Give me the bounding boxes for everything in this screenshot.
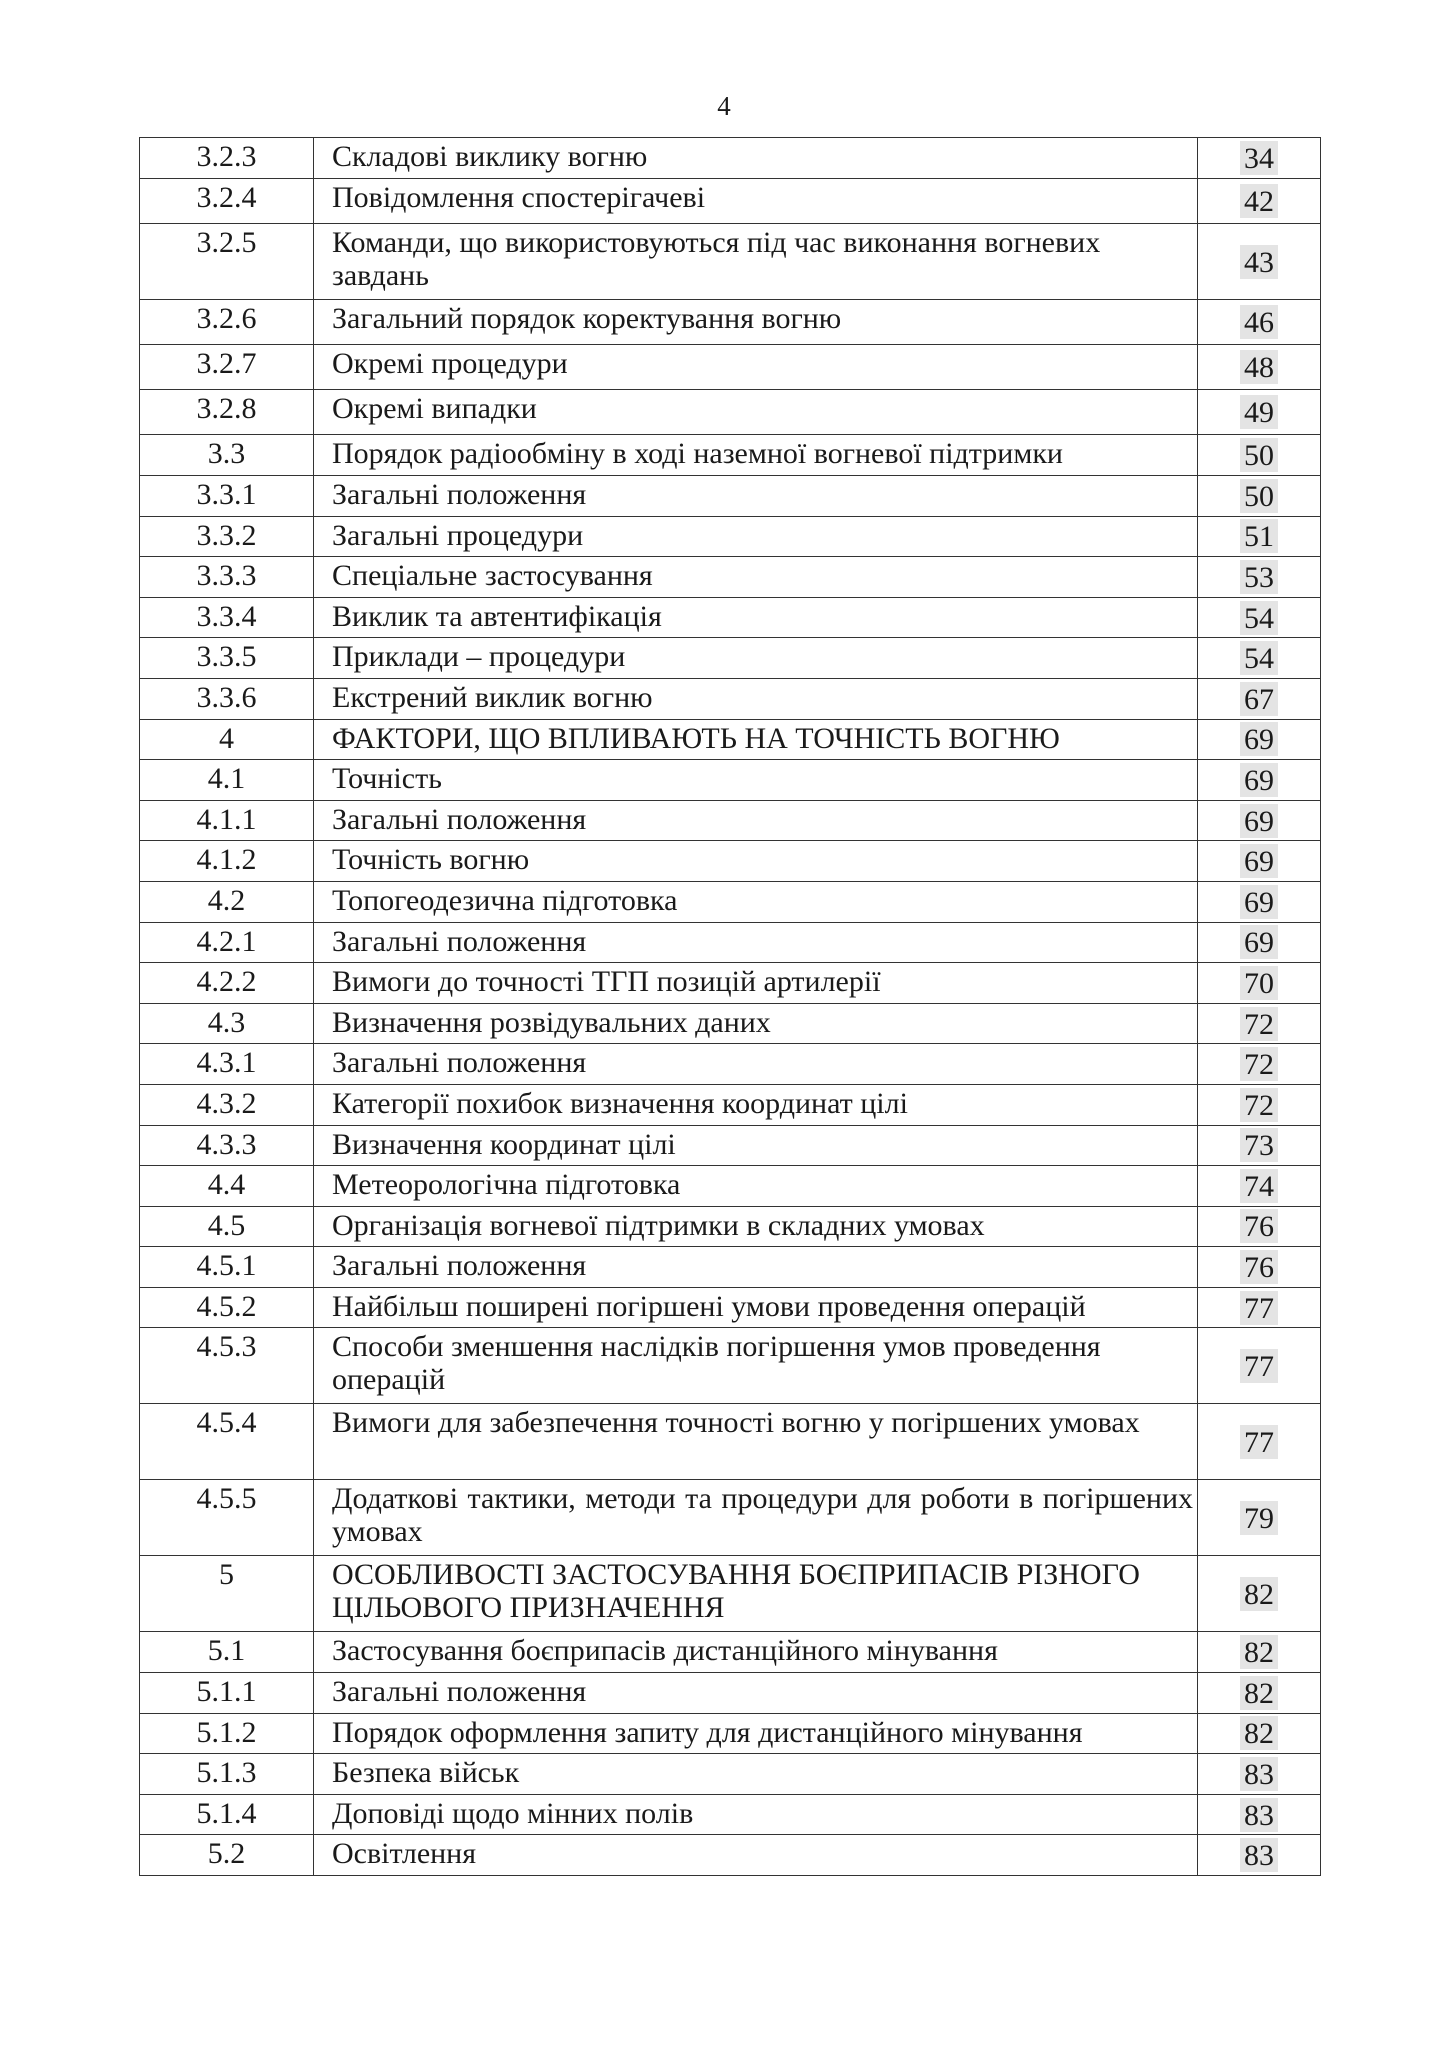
table-row: [140, 1003, 1321, 1044]
section-number: 3.2.7: [140, 345, 314, 390]
section-number: 4.2.1: [140, 922, 314, 963]
table-row: [140, 800, 1321, 841]
table-row: [140, 224, 1321, 300]
table-row: [140, 390, 1321, 435]
section-number: 4.1: [140, 760, 314, 801]
page-reference: 82: [1240, 1676, 1278, 1710]
page-reference: 54: [1240, 601, 1278, 635]
toc-body: [140, 138, 1321, 1876]
table-row: [140, 179, 1321, 224]
section-title: ОСОБЛИВОСТІ ЗАСТОСУВАННЯ БОЄПРИПАСІВ РІЗНОГО ЦІЛЬОВОГО ПРИЗНАЧЕННЯ: [314, 1556, 1198, 1632]
page-cell: [1198, 678, 1321, 719]
section-title: Загальні положення: [314, 1247, 1198, 1288]
page-cell: [1198, 1556, 1321, 1632]
section-title: Вимоги до точності ТГП позицій артилерії: [314, 963, 1198, 1004]
table-row: [140, 1044, 1321, 1085]
page-cell: [1198, 1713, 1321, 1754]
page-number: 4: [717, 91, 731, 121]
section-title: Найбільш поширені погіршені умови проведення операцій: [314, 1287, 1198, 1328]
section-title: Визначення розвідувальних даних: [314, 1003, 1198, 1044]
page-reference: 69: [1240, 722, 1278, 756]
page-reference: 77: [1240, 1291, 1278, 1325]
section-number: 3.3.1: [140, 476, 314, 517]
table-row: [140, 516, 1321, 557]
page-reference: 42: [1240, 184, 1278, 218]
section-title: Приклади – процедури: [314, 638, 1198, 679]
page-cell: [1198, 224, 1321, 300]
page-cell: [1198, 1247, 1321, 1288]
section-title: ФАКТОРИ, ЩО ВПЛИВАЮТЬ НА ТОЧНІСТЬ ВОГНЮ: [314, 719, 1198, 760]
section-title: Доповіді щодо мінних полів: [314, 1794, 1198, 1835]
section-title: Загальні положення: [314, 800, 1198, 841]
section-number: 5.1: [140, 1632, 314, 1673]
section-title: Точність: [314, 760, 1198, 801]
page-cell: [1198, 435, 1321, 476]
section-number: 3.2.4: [140, 179, 314, 224]
page-cell: [1198, 881, 1321, 922]
table-row: [140, 1206, 1321, 1247]
table-row: [140, 1754, 1321, 1795]
table-row: [140, 719, 1321, 760]
page-cell: [1198, 557, 1321, 598]
page-reference: 82: [1240, 1716, 1278, 1750]
section-number: 3.3.5: [140, 638, 314, 679]
page-cell: [1198, 1084, 1321, 1125]
table-of-contents: [139, 137, 1321, 1876]
section-title: Складові виклику вогню: [314, 138, 1198, 179]
page-reference: 69: [1240, 844, 1278, 878]
section-number: 5.1.2: [140, 1713, 314, 1754]
section-title: Застосування боєприпасів дистанційного мінування: [314, 1632, 1198, 1673]
section-number: 4.2.2: [140, 963, 314, 1004]
page-cell: [1198, 597, 1321, 638]
page-reference: 69: [1240, 763, 1278, 797]
section-number: 4.3.2: [140, 1084, 314, 1125]
page-cell: [1198, 719, 1321, 760]
page-reference: 77: [1240, 1425, 1278, 1459]
section-number: 4.5.3: [140, 1328, 314, 1404]
page-cell: [1198, 1480, 1321, 1556]
table-row: [140, 1632, 1321, 1673]
page-cell: [1198, 1003, 1321, 1044]
table-row: [140, 1125, 1321, 1166]
section-title: Загальний порядок коректування вогню: [314, 300, 1198, 345]
section-title: Організація вогневої підтримки в складних умовах: [314, 1206, 1198, 1247]
page-reference: 82: [1240, 1635, 1278, 1669]
page-cell: [1198, 390, 1321, 435]
section-number: 5: [140, 1556, 314, 1632]
section-title: Способи зменшення наслідків погіршення умов проведення операцій: [314, 1328, 1198, 1404]
section-title: Виклик та автентифікація: [314, 597, 1198, 638]
page-cell: [1198, 1794, 1321, 1835]
page-cell: [1198, 922, 1321, 963]
section-title: Загальні положення: [314, 922, 1198, 963]
page-reference: 49: [1240, 395, 1278, 429]
page-reference: 72: [1240, 1047, 1278, 1081]
page-cell: [1198, 638, 1321, 679]
table-row: [140, 1835, 1321, 1876]
section-number: 4.5.4: [140, 1404, 314, 1480]
section-number: 4.5.5: [140, 1480, 314, 1556]
section-number: 3.2.6: [140, 300, 314, 345]
section-title: Загальні процедури: [314, 516, 1198, 557]
page-reference: 72: [1240, 1007, 1278, 1041]
section-title: Екстрений виклик вогню: [314, 678, 1198, 719]
section-title: Категорії похибок визначення координат цілі: [314, 1084, 1198, 1125]
section-number: 4.2: [140, 881, 314, 922]
page-reference: 34: [1240, 141, 1278, 175]
section-number: 3.3.2: [140, 516, 314, 557]
table-row: [140, 963, 1321, 1004]
page-reference: 73: [1240, 1128, 1278, 1162]
section-title: Метеорологічна підготовка: [314, 1166, 1198, 1207]
table-row: [140, 138, 1321, 179]
page-reference: 82: [1240, 1577, 1278, 1611]
section-number: 4.1.2: [140, 841, 314, 882]
section-number: 4.3.1: [140, 1044, 314, 1085]
page-cell: [1198, 476, 1321, 517]
table-row: [140, 476, 1321, 517]
page-reference: 69: [1240, 925, 1278, 959]
table-row: [140, 1166, 1321, 1207]
section-title: Загальні положення: [314, 1044, 1198, 1085]
page-cell: [1198, 345, 1321, 390]
page-reference: 70: [1240, 966, 1278, 1000]
section-title: Точність вогню: [314, 841, 1198, 882]
section-number: 5.1.3: [140, 1754, 314, 1795]
section-title: Освітлення: [314, 1835, 1198, 1876]
page-reference: 48: [1240, 350, 1278, 384]
section-number: 3.3: [140, 435, 314, 476]
section-title: Вимоги для забезпечення точності вогню у погіршених умовах: [314, 1404, 1198, 1480]
page-cell: [1198, 1125, 1321, 1166]
page-reference: 76: [1240, 1250, 1278, 1284]
section-number: 4.1.1: [140, 800, 314, 841]
section-title: Повідомлення спостерігачеві: [314, 179, 1198, 224]
page-cell: [1198, 800, 1321, 841]
page-cell: [1198, 1328, 1321, 1404]
page-cell: [1198, 963, 1321, 1004]
section-title: Команди, що використовуються під час виконання вогневих завдань: [314, 224, 1198, 300]
page-reference: 51: [1240, 519, 1278, 553]
section-number: 4.5.1: [140, 1247, 314, 1288]
table-row: [140, 760, 1321, 801]
page-reference: 43: [1240, 245, 1278, 279]
section-title: Порядок оформлення запиту для дистанційного мінування: [314, 1713, 1198, 1754]
page-cell: [1198, 300, 1321, 345]
page-cell: [1198, 1632, 1321, 1673]
section-number: 3.3.4: [140, 597, 314, 638]
section-number: 3.2.8: [140, 390, 314, 435]
page-cell: [1198, 1044, 1321, 1085]
page-reference: 50: [1240, 438, 1278, 472]
page-cell: [1198, 1404, 1321, 1480]
page-reference: 83: [1240, 1798, 1278, 1832]
table-row: [140, 922, 1321, 963]
table-row: [140, 597, 1321, 638]
page-cell: [1198, 1287, 1321, 1328]
section-number: 4.5: [140, 1206, 314, 1247]
table-row: [140, 1713, 1321, 1754]
section-title: Топогеодезична підготовка: [314, 881, 1198, 922]
section-number: 3.3.3: [140, 557, 314, 598]
table-row: [140, 1328, 1321, 1404]
table-row: [140, 841, 1321, 882]
section-number: 3.2.3: [140, 138, 314, 179]
page-cell: [1198, 1754, 1321, 1795]
page-cell: [1198, 1835, 1321, 1876]
section-number: 5.1.4: [140, 1794, 314, 1835]
section-title: Порядок радіообміну в ході наземної вогневої підтримки: [314, 435, 1198, 476]
table-row: [140, 638, 1321, 679]
page-cell: [1198, 760, 1321, 801]
section-title: Окремі процедури: [314, 345, 1198, 390]
table-row: [140, 557, 1321, 598]
section-number: 4.4: [140, 1166, 314, 1207]
page-reference: 54: [1240, 641, 1278, 675]
section-number: 3.3.6: [140, 678, 314, 719]
section-number: 3.2.5: [140, 224, 314, 300]
table-row: [140, 300, 1321, 345]
page-reference: 83: [1240, 1757, 1278, 1791]
section-title: Окремі випадки: [314, 390, 1198, 435]
table-row: [140, 678, 1321, 719]
page-reference: 83: [1240, 1838, 1278, 1872]
table-row: [140, 1673, 1321, 1714]
table-row: [140, 345, 1321, 390]
page-reference: 79: [1240, 1501, 1278, 1535]
page-reference: 53: [1240, 560, 1278, 594]
page-cell: [1198, 841, 1321, 882]
section-number: 5.2: [140, 1835, 314, 1876]
section-number: 4.5.2: [140, 1287, 314, 1328]
section-title: Додаткові тактики, методи та процедури для роботи в погіршених умовах: [314, 1480, 1198, 1556]
table-row: [140, 1794, 1321, 1835]
table-row: [140, 1556, 1321, 1632]
section-title: Визначення координат цілі: [314, 1125, 1198, 1166]
page-reference: 50: [1240, 479, 1278, 513]
page-reference: 67: [1240, 682, 1278, 716]
section-number: 4.3: [140, 1003, 314, 1044]
page-reference: 46: [1240, 305, 1278, 339]
page-reference: 76: [1240, 1209, 1278, 1243]
page-cell: [1198, 1206, 1321, 1247]
table-row: [140, 1287, 1321, 1328]
table-row: [140, 881, 1321, 922]
section-number: 4.3.3: [140, 1125, 314, 1166]
table-row: [140, 1480, 1321, 1556]
table-row: [140, 1247, 1321, 1288]
table-row: [140, 1084, 1321, 1125]
page-reference: 77: [1240, 1349, 1278, 1383]
page-reference: 72: [1240, 1088, 1278, 1122]
page-cell: [1198, 1166, 1321, 1207]
page-reference: 69: [1240, 804, 1278, 838]
section-title: Загальні положення: [314, 476, 1198, 517]
page-reference: 69: [1240, 885, 1278, 919]
page-cell: [1198, 138, 1321, 179]
section-title: Безпека військ: [314, 1754, 1198, 1795]
section-title: Загальні положення: [314, 1673, 1198, 1714]
page-cell: [1198, 516, 1321, 557]
section-title: Спеціальне застосування: [314, 557, 1198, 598]
page-cell: [1198, 179, 1321, 224]
page-cell: [1198, 1673, 1321, 1714]
section-number: 4: [140, 719, 314, 760]
page-reference: 74: [1240, 1169, 1278, 1203]
section-number: 5.1.1: [140, 1673, 314, 1714]
table-row: [140, 1404, 1321, 1480]
table-row: [140, 435, 1321, 476]
